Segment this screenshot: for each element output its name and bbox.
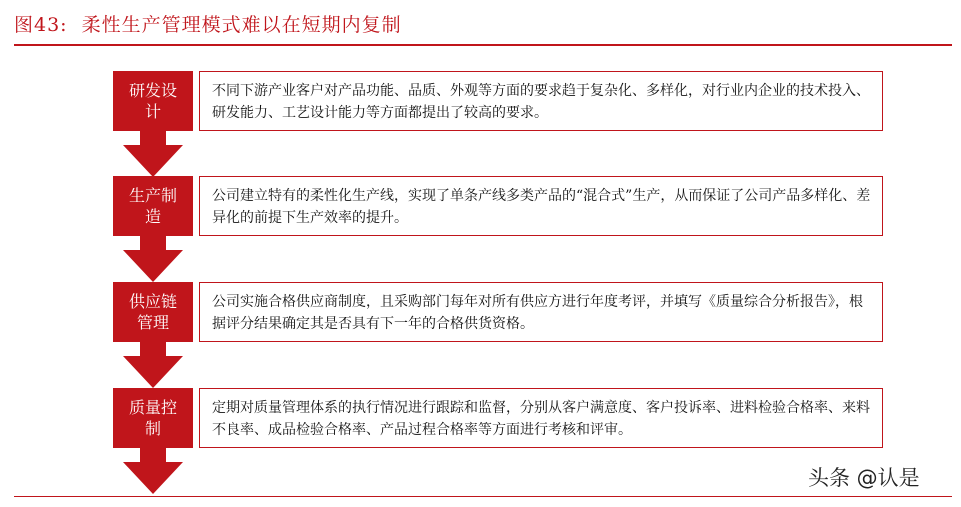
figure-number: 图43: <box>14 14 68 36</box>
step-label-box <box>113 388 193 448</box>
step-label: 质量控制 <box>128 398 177 438</box>
figure-caption: 柔性生产管理模式难以在短期内复制 <box>81 14 402 36</box>
step-description: 公司建立特有的柔性化生产线，实现了单条产线多类产品的“混合式”生产，从而保证了公司产品多样化、差异化的前提下生产效率的提升。 <box>199 176 883 236</box>
down-arrow-icon <box>113 342 193 388</box>
step-description: 公司实施合格供应商制度，且采购部门每年对所有供应方进行年度考评，并填写《质量综合分析报告》，根据评分结果确定其是否具有下一年的合格供货资格。 <box>199 282 883 342</box>
step-label: 研发设计 <box>128 81 177 121</box>
figure-title <box>14 10 402 37</box>
step-label: 生产制造 <box>128 186 177 226</box>
step-label-box <box>113 71 193 131</box>
bottom-divider <box>14 496 952 497</box>
title-divider <box>14 44 952 46</box>
down-arrow-icon <box>113 131 193 177</box>
step-label: 供应链管理 <box>128 292 177 332</box>
down-arrow-icon <box>113 236 193 282</box>
down-arrow-icon <box>113 448 193 494</box>
watermark: 头条 @认是 <box>808 466 920 490</box>
step-description: 定期对质量管理体系的执行情况进行跟踪和监督，分别从客户满意度、客户投诉率、进料检验合格率、来料不良率、成品检验合格率、产品过程合格率等方面进行考核和评审。 <box>199 388 883 448</box>
step-label-box <box>113 282 193 342</box>
step-label-box <box>113 176 193 236</box>
step-description: 不同下游产业客户对产品功能、品质、外观等方面的要求趋于复杂化、多样化，对行业内企业的技术投入、研发能力、工艺设计能力等方面都提出了较高的要求。 <box>199 71 883 131</box>
